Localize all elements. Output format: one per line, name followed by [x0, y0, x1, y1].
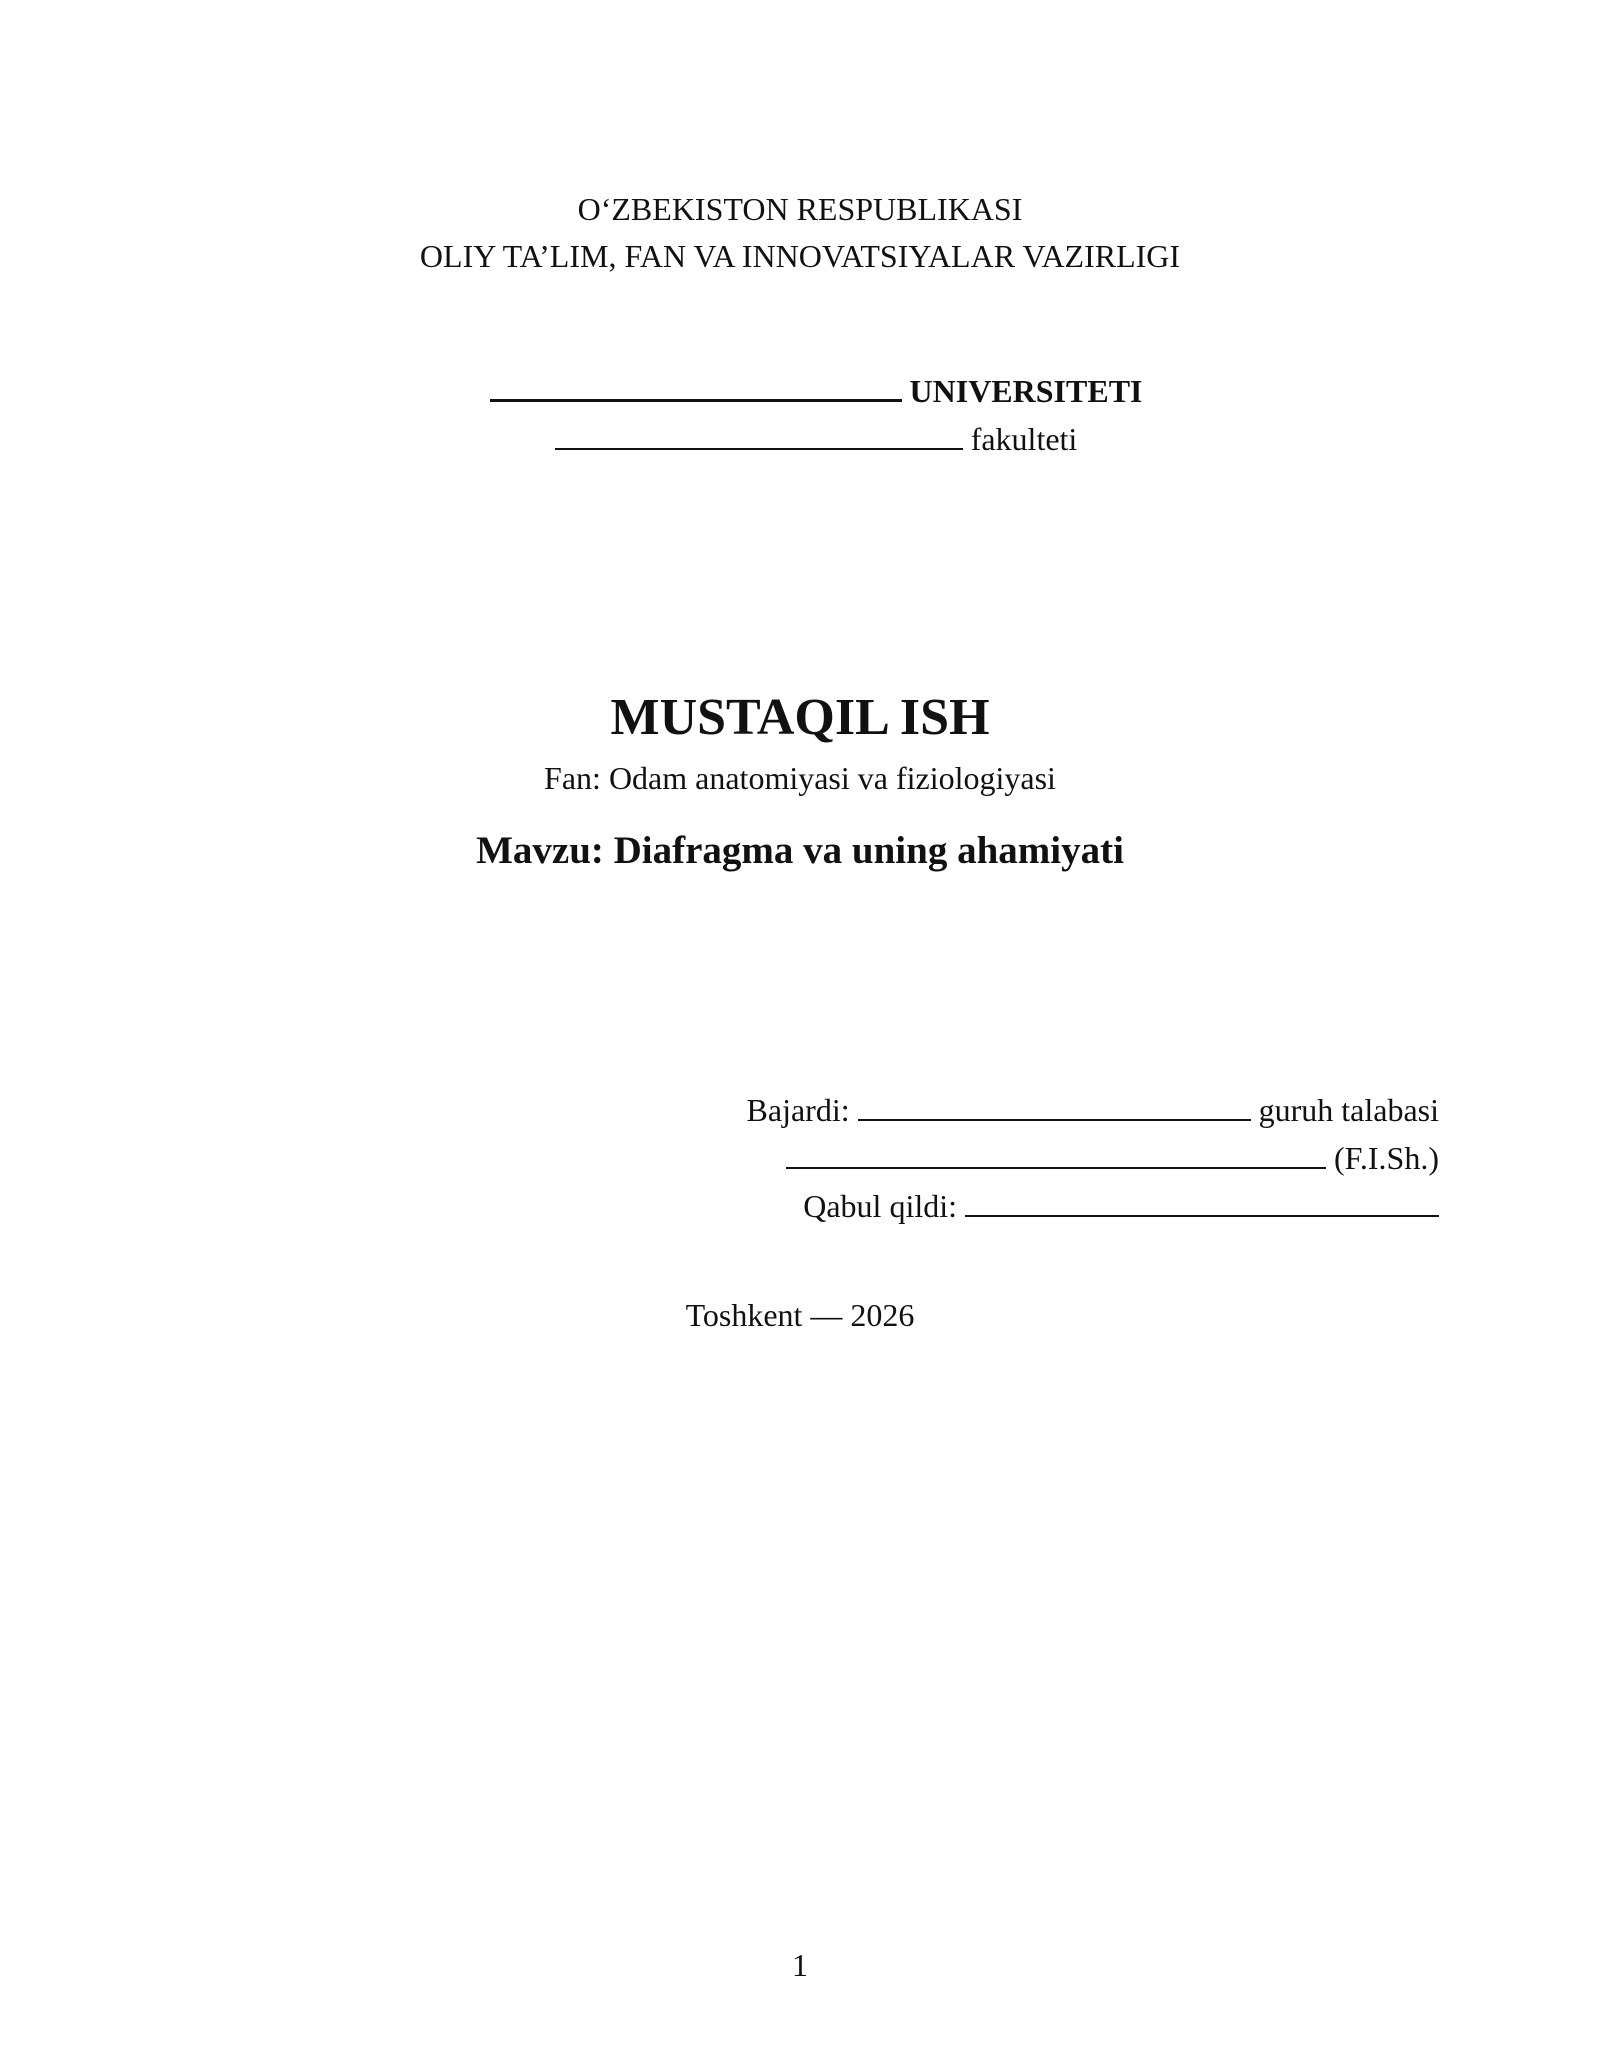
page-number: 1 — [792, 1947, 808, 1983]
university-label: UNIVERSITETI — [909, 373, 1143, 409]
topic-line: Mavzu: Diafragma va uning ahamiyati — [476, 829, 1124, 872]
performed-label: Bajardi: — [746, 1092, 850, 1128]
faculty-blank — [555, 448, 963, 450]
subject-line: Fan: Odam anatomiyasi va fiziologiyasi — [544, 760, 1056, 796]
faculty-label: fakulteti — [970, 421, 1078, 457]
accepted-label: Qabul qildi: — [803, 1188, 957, 1224]
fio-label: (F.I.Sh.) — [1334, 1140, 1439, 1176]
faculty-line — [0, 391, 1600, 487]
country-name: O‘ZBEKISTON RESPUBLIKASI — [577, 191, 1023, 227]
group-label: guruh talabasi — [1258, 1092, 1439, 1128]
ministry-name: OLIY TA’LIM, FAN VA INNOVATSIYALAR VAZIRLIGI — [419, 238, 1181, 274]
accepted-blank — [965, 1215, 1439, 1217]
city-year: Toshkent — 2026 — [685, 1297, 915, 1333]
document-title: MUSTAQIL ISH — [610, 689, 990, 746]
accepted-by-line — [771, 1158, 1439, 1254]
